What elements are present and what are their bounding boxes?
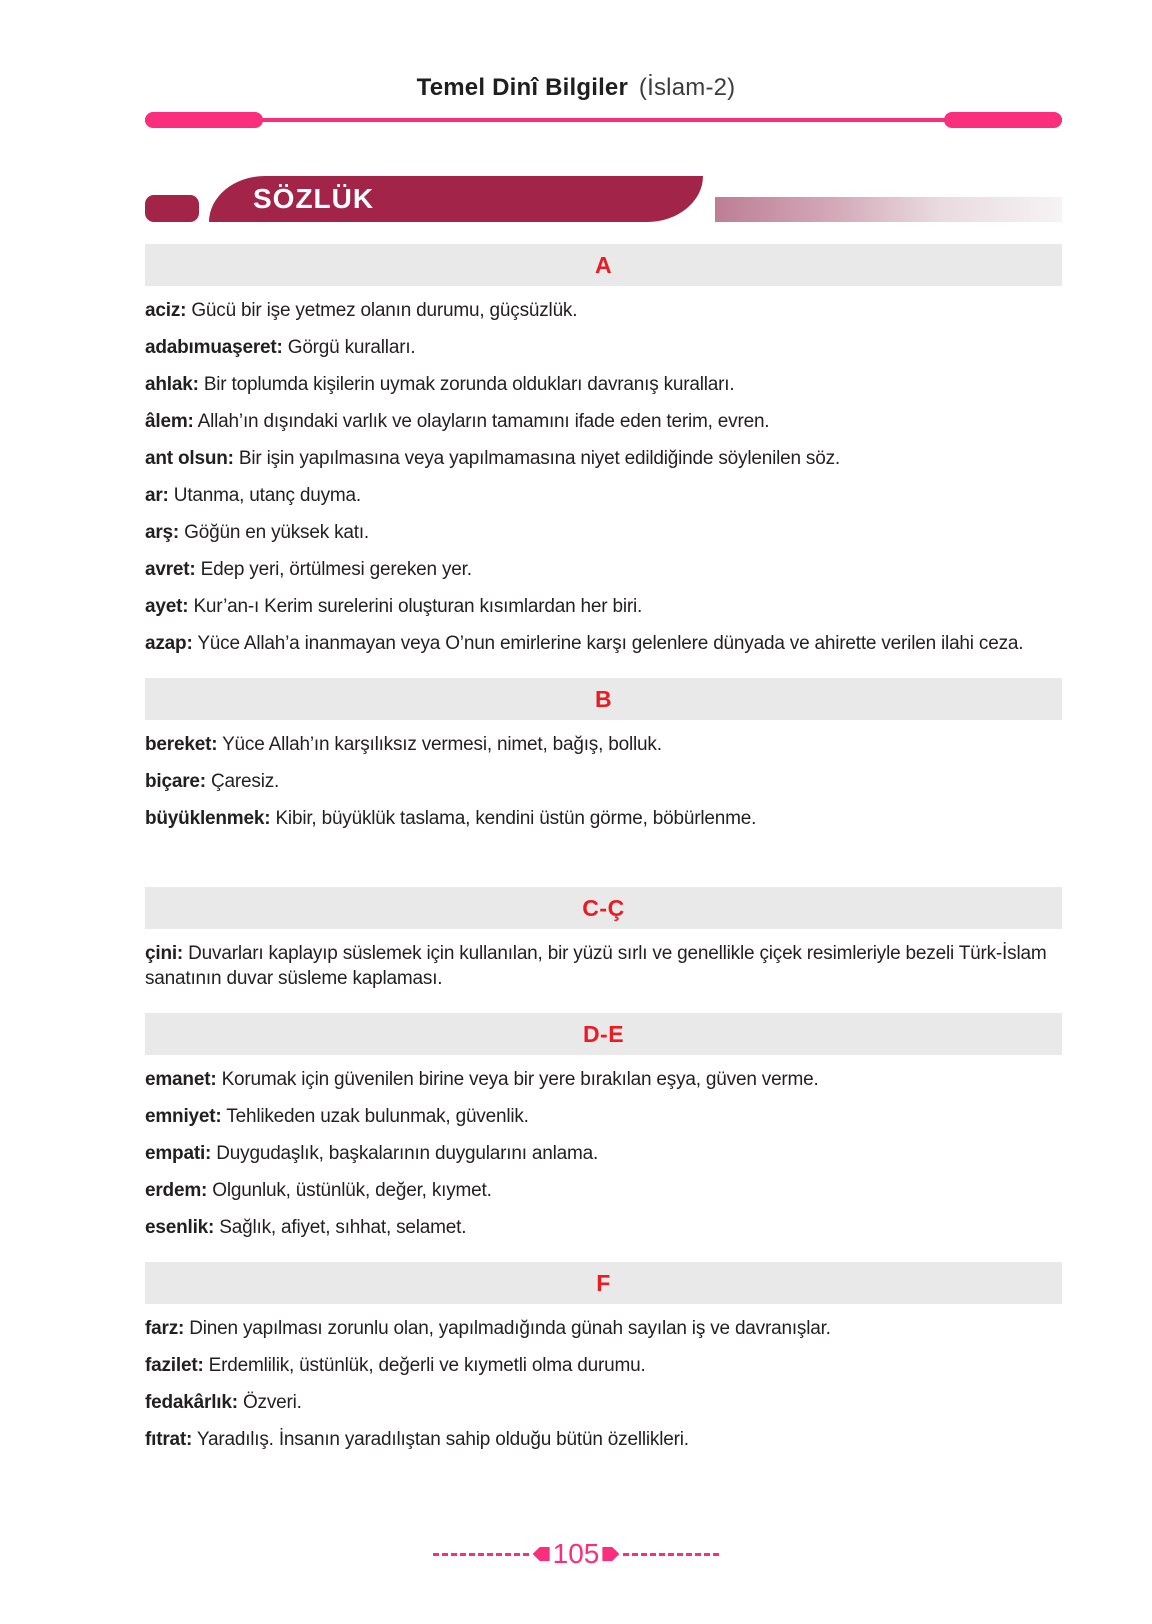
glossary-entry [145,1141,1062,1166]
glossary-entry [145,335,1062,360]
entry-definition: Tehlikeden uzak bulunmak, güvenlik. [226,1106,529,1127]
entry-term: çini: [145,943,184,964]
entry-definition: Bir toplumda kişilerin uymak zorunda oldukları davranış kuralları. [203,374,735,395]
page-footer [0,1540,1152,1568]
glossary-entry [145,594,1062,619]
entry-term: esenlik: [145,1217,215,1238]
glossary-sections [145,244,1062,1452]
header-rule [145,112,1062,128]
entry-term: ayet: [145,596,189,617]
glossary-section [145,1013,1062,1240]
section-letter-bar [145,678,1062,720]
section-entries [145,941,1062,991]
banner-main-shape [209,176,703,222]
entry-term: arş: [145,522,180,543]
entry-term: avret: [145,559,196,580]
glossary-entry [145,446,1062,471]
footer-arrow-left-icon [533,1547,550,1561]
glossary-section [145,1262,1062,1452]
entry-term: emanet: [145,1069,217,1090]
section-letter: B [594,685,613,712]
entry-definition: Görgü kuralları. [287,337,416,358]
section-entries [145,732,1062,831]
section-letter-bar [145,1013,1062,1055]
entry-term: empati: [145,1143,212,1164]
section-letter: D-E [582,1020,625,1047]
section-letter-bar [145,887,1062,929]
entry-term: fazilet: [145,1355,204,1376]
entry-definition: Erdemlilik, üstünlük, değerli ve kıymetli olma durumu. [208,1355,646,1376]
entry-term: biçare: [145,771,206,792]
glossary-entry [145,557,1062,582]
glossary-entry [145,732,1062,757]
glossary-entry [145,769,1062,794]
entry-definition: Sağlık, afiyet, sıhhat, selamet. [219,1217,467,1238]
entry-definition: Korumak için güvenilen birine veya bir yere bırakılan eşya, güven verme. [221,1069,819,1090]
glossary-entry [145,483,1062,508]
footer-arrow-right-icon [602,1547,619,1561]
glossary-entry [145,520,1062,545]
footer-dash-right [623,1553,719,1556]
glossary-entry [145,1427,1062,1452]
entry-term: âlem: [145,411,194,432]
entry-term: fıtrat: [145,1429,193,1450]
header-title-row [0,0,1152,102]
entry-definition: Duvarları kaplayıp süslemek için kullanılan, bir yüzü sırlı ve genellikle çiçek resimleriyle bezeli Türk-İslam sanatının duvar süsleme kaplaması. [145,943,1047,989]
glossary-entry [145,1316,1062,1341]
glossary-entry [145,1104,1062,1129]
entry-definition: Olgunluk, üstünlük, değer, kıymet. [212,1180,492,1201]
entry-definition: Dinen yapılması zorunlu olan, yapılmadığında günah sayılan iş ve davranışlar. [189,1318,831,1339]
entry-definition: Duygudaşlık, başkalarının duygularını anlama. [216,1143,599,1164]
entry-definition: Bir işin yapılmasına veya yapılmamasına niyet edildiğinde söylenilen söz. [238,448,840,469]
glossary-section [145,678,1062,831]
book-title: Temel Dinî Bilgiler [416,74,629,101]
glossary-entry [145,372,1062,397]
entry-term: fedakârlık: [145,1392,238,1413]
entry-definition: Yaradılış. İnsanın yaradılıştan sahip olduğu bütün özellikleri. [196,1429,689,1450]
section-entries [145,298,1062,656]
header-rule-line [145,118,1062,122]
entry-term: azap: [145,633,193,654]
header-rule-cap-left [145,112,263,128]
banner-tab-shape [145,195,199,222]
section-letter-bar [145,244,1062,286]
glossary-entry [145,409,1062,434]
glossary-entry [145,806,1062,831]
entry-term: emniyet: [145,1106,222,1127]
entry-term: farz: [145,1318,185,1339]
page-header [0,0,1152,128]
section-entries [145,1067,1062,1240]
banner-title: SÖZLÜK [253,183,375,214]
entry-definition: Kur’an-ı Kerim surelerini oluşturan kısımlardan her biri. [193,596,643,617]
entry-definition: Kibir, büyüklük taslama, kendini üstün görme, böbürlenme. [275,808,757,829]
glossary-entry [145,631,1062,656]
entry-term: büyüklenmek: [145,808,271,829]
sozluk-banner [145,176,1062,222]
glossary-entry [145,941,1062,991]
entry-definition: Yüce Allah’ın karşılıksız vermesi, nimet, bağış, bolluk. [222,734,662,755]
entry-term: bereket: [145,734,218,755]
entry-term: erdem: [145,1180,208,1201]
entry-definition: Gücü bir işe yetmez olanın durumu, güçsüzlük. [191,300,578,321]
section-letter: A [594,251,613,278]
entry-definition: Allah’ın dışındaki varlık ve olayların tamamını ifade eden terim, evren. [197,411,770,432]
entry-term: adabımuaşeret: [145,337,283,358]
entry-term: aciz: [145,300,187,321]
page-number: 105 [552,1538,600,1569]
glossary-entry [145,1067,1062,1092]
entry-term: ant olsun: [145,448,234,469]
glossary-entry [145,1178,1062,1203]
glossary-entry [145,1390,1062,1415]
glossary-entry [145,1215,1062,1240]
entry-definition: Çaresiz. [211,771,280,792]
glossary-entry [145,1353,1062,1378]
section-entries [145,1316,1062,1452]
entry-definition: Edep yeri, örtülmesi gereken yer. [200,559,472,580]
section-letter: F [596,1269,611,1296]
glossary-entry [145,298,1062,323]
book-subtitle: (İslam-2) [638,74,736,101]
section-letter-bar [145,1262,1062,1304]
entry-definition: Özveri. [242,1392,302,1413]
section-letter: C-Ç [582,894,625,921]
header-rule-cap-right [944,112,1062,128]
entry-term: ahlak: [145,374,199,395]
footer-dash-left [433,1553,529,1556]
entry-definition: Yüce Allah’a inanmayan veya O’nun emirlerine karşı gelenlere dünyada ve ahirette verilen ilahi ceza. [197,633,1024,654]
banner-gradient-tail [715,197,1062,222]
entry-definition: Utanma, utanç duyma. [173,485,361,506]
glossary-section [145,244,1062,656]
glossary-section [145,887,1062,991]
entry-term: ar: [145,485,169,506]
entry-definition: Göğün en yüksek katı. [184,522,370,543]
